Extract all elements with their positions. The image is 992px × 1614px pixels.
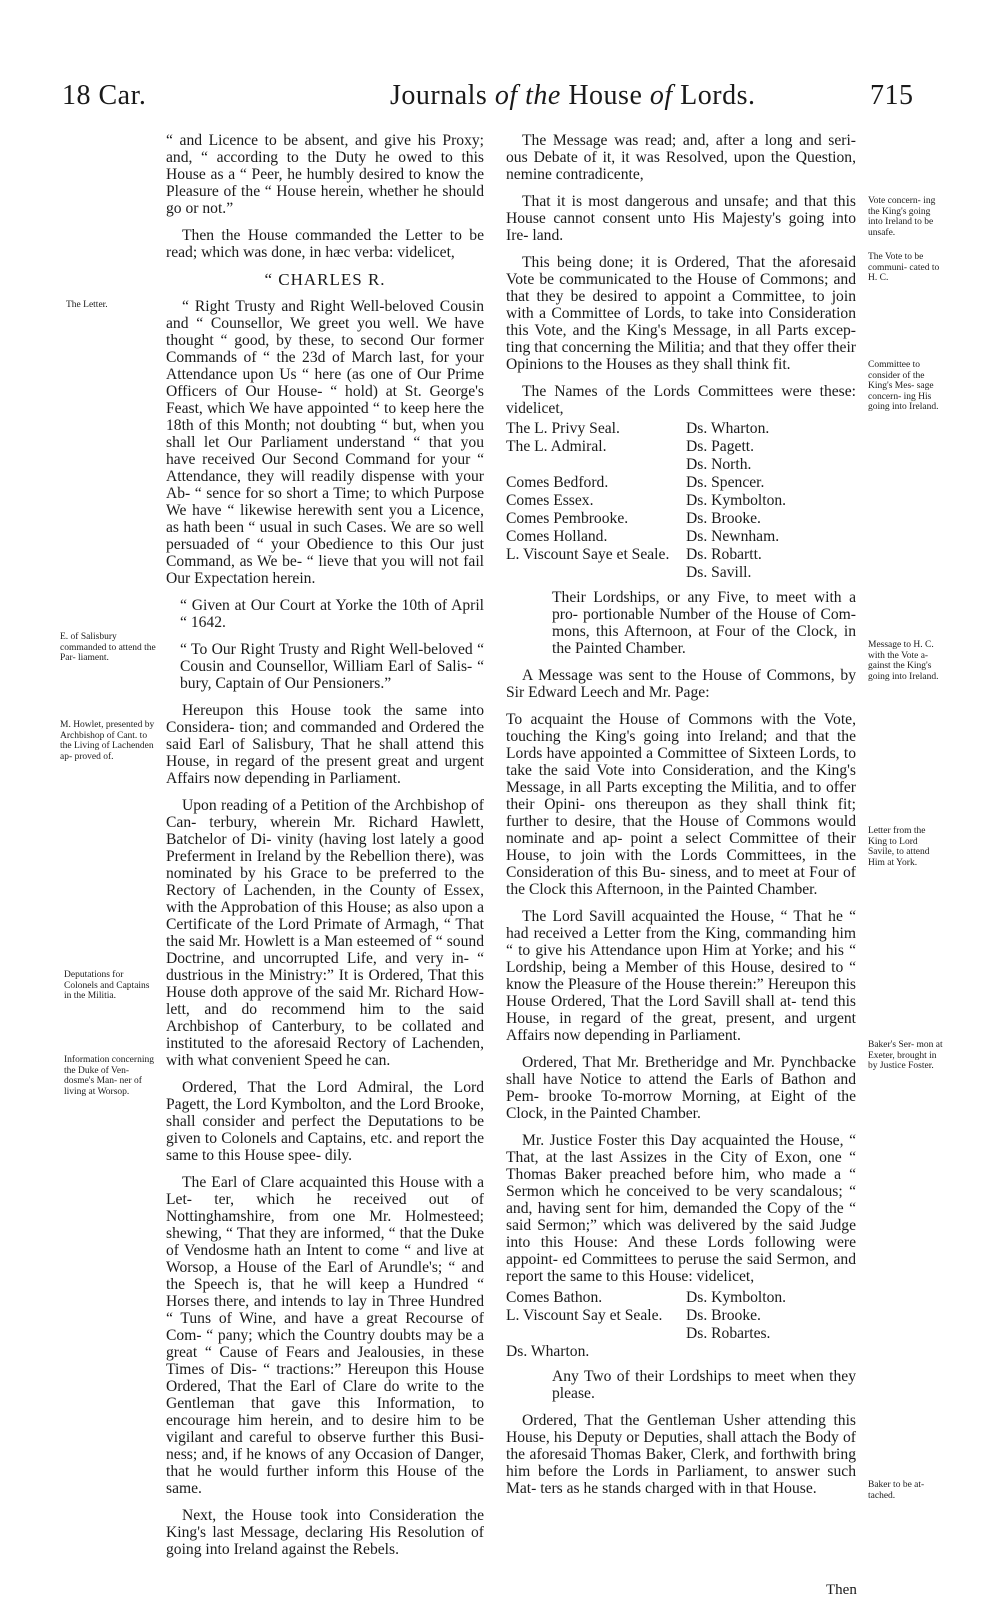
margin-note-howlet: M. Howlet, presented by Archbishop of Cant. to the Living of Lachenden ap- proved of. xyxy=(60,720,155,762)
committee-name: Ds. Savill. xyxy=(686,564,752,581)
margin-note-baker-attach: Baker to be at- tached. xyxy=(868,1480,925,1501)
paragraph: That it is most dangerous and unsafe; and that this House cannot consent unto His Majesty's going into Ire- land. xyxy=(506,193,856,244)
margin-note-committee: Committee to consider of the King's Mes- sage concern- ing His going into Ireland. xyxy=(868,360,939,412)
committee-name: Ds. Spencer. xyxy=(686,474,765,491)
committee-name: L. Viscount Say et Seale. xyxy=(506,1307,663,1324)
committee-name: Ds. Robartes. xyxy=(686,1325,771,1342)
margin-note-letter: The Letter. xyxy=(66,300,108,310)
paragraph: Ordered, That the Gentleman Usher attending this House, his Deputy or Deputies, shall attach the Body of the aforesaid Thomas Baker, Clerk, and forthwith bring him before the Lords in Parliament, to answer such Mat- ters as he stands charged with in that House. xyxy=(506,1412,856,1497)
paragraph: The Lord Savill acquainted the House, “ That he “ had received a Letter from the King, commanding him “ to give his Attendance upon Him at Yorke; and his “ Lordship, being a Member of this House, desired to “ know the Pleasure of the House therein:” Hereupon this House Ordered, That the Lord Savill shall at- tend this House, in regard of the great, present, and urgent Affairs now depending in Parliament. xyxy=(506,908,856,1044)
margin-note-deputations: Deputations for Colonels and Captains in the Militia. xyxy=(64,970,150,1001)
committee-name: Ds. Robartt. xyxy=(686,546,762,563)
letter-address: “ To Our Right Trusty and Right Well-beloved “ Cousin and Counsellor, William Earl of Salis- “ bury, Captain of Our Pensioners.” xyxy=(180,641,484,692)
committee-name: Comes Bedford. xyxy=(506,474,609,491)
committee-name: Ds. Brooke. xyxy=(686,1307,761,1324)
running-head-left: 18 Car. xyxy=(62,80,147,111)
margin-note-baker-sermon: Baker's Ser- mon at Exeter, brought in by Justice Foster. xyxy=(868,1040,943,1071)
paragraph: A Message was sent to the House of Commons, by Sir Edward Leech and Mr. Page: xyxy=(506,667,856,701)
margin-note-salisbury: E. of Salisbury commanded to attend the Par- liament. xyxy=(60,632,156,663)
committee-name: Comes Bathon. xyxy=(506,1289,603,1306)
paragraph: This being done; it is Ordered, That the aforesaid Vote be communicated to the House of Commons; and that they be desired to appoint a Committee, to join with a Committee of Lords, to take into Consideration this Vote, and the King's Message, in all Parts excep- ting that concerning the Militia; and that they offer their Opinions to the Houses as they shall think fit. xyxy=(506,254,856,373)
running-head-title xyxy=(390,80,755,112)
committee-name: Comes Holland. xyxy=(506,528,608,545)
paragraph: Then the House commanded the Letter to be read; which was done, in hæc verba: videlicet, xyxy=(166,227,484,261)
committee-name xyxy=(686,1343,866,1360)
committee-list xyxy=(506,1289,856,1360)
catchword: Then xyxy=(826,1582,857,1598)
committee-name xyxy=(506,1325,686,1342)
committee-name: Ds. Pagett. xyxy=(686,438,755,455)
title-word: Lords. xyxy=(680,80,756,111)
margin-note-clare: Information concerning the Duke of Ven- dosme's Man- ner of living at Worsop. xyxy=(64,1055,154,1097)
paragraph: The Message was read; and, after a long and seri- ous Debate of it, it was Resolved, upon the Question, nemine contradicente, xyxy=(506,132,856,183)
margin-note-vote: Vote concern- ing the King's going into Ireland to be unsafe. xyxy=(868,196,936,238)
committee-name: Ds. North. xyxy=(686,456,752,473)
paragraph: Their Lordships, or any Five, to meet with a pro- portionable Number of the House of Com- mons, this Afternoon, at Four of the Clock, in the Painted Chamber. xyxy=(552,589,856,657)
committee-list xyxy=(506,420,856,581)
committee-name: The L. Privy Seal. xyxy=(506,420,620,437)
margin-note-communicated: The Vote to be communi- cated to H. C. xyxy=(868,252,940,283)
paragraph: Ordered, That the Lord Admiral, the Lord Pagett, the Lord Kymbolton, and the Lord Brooke, shall consider and perfect the Deputations to be given to Colonels and Captains, etc. and report the same to this House spee- dily. xyxy=(166,1079,484,1164)
right-column xyxy=(506,132,856,1507)
paragraph: Mr. Justice Foster this Day acquainted the House, “ That, at the last Assizes in the City of Exon, one “ Thomas Baker preached before him, who made a “ Sermon which he conceived to be very scandalous; “ and, having sent for him, demanded the Copy of the “ said Sermon;” which was delivered by the said Judge into this House: And these Lords following were appoint- ed Committees to peruse the said Sermon, and report the same to this House: videlicet, xyxy=(506,1132,856,1285)
committee-name: Comes Essex. xyxy=(506,492,594,509)
letter-salutation: “ CHARLES R. xyxy=(264,270,386,289)
committee-name xyxy=(506,456,686,473)
committee-name: The L. Admiral. xyxy=(506,438,607,455)
committee-name: Ds. Kymbolton. xyxy=(686,1289,787,1306)
paragraph: Upon reading of a Petition of the Archbishop of Can- terbury, wherein Mr. Richard Hawlett, Batchelor of Di- vinity (having lost lately a good Preferment in Ireland by the Rebellion there), was nominated by his Grace to be preferred to the Rectory of Lachenden, in the County of Essex, with the Approbation of this House; as also upon a Certificate of the Lord Primate of Armagh, “ That the said Mr. Howlett is a Man esteemed of “ sound Doctrine, and uncorrupted Life, and very in- “ dustrious in the Ministry:” It is Ordered, That this House doth approve of the said Mr. Richard How- lett, and do recommend him to the said Archbishop of Canterbury, to be collated and instituted to the aforesaid Rectory of Lachenden, with what convenient Speed he can. xyxy=(166,797,484,1069)
committee-name: Ds. Wharton. xyxy=(506,1343,590,1360)
paragraph: Ordered, That Mr. Bretheridge and Mr. Pynchbacke shall have Notice to attend the Earls of Bathon and Pem- brooke To-morrow Morning, at Eight of the Clock, in the Painted Chamber. xyxy=(506,1054,856,1122)
margin-note-message: Message to H. C. with the Vote a- gainst the King's going into Ireland. xyxy=(868,640,939,682)
paragraph: The Earl of Clare acquainted this House with a Let- ter, which he received out of Nottinghamshire, from one Mr. Holmesteed; shewing, “ That they are informed, “ that the Duke of Vendosme hath an Intent to come “ and live at Worsop, a House of the Earl of Arundle's; “ and the Speech is, that he will keep a Hundred “ Horses there, and intends to lay in Three Hundred “ Tuns of Wine, and have a great Recourse of Com- “ pany; which the Country doubts may be a great “ Cause of Fears and Jealousies, in these Times of Dis- “ tractions:” Hereupon this House Ordered, That the Earl of Clare do write to the Gentleman that gave this Information, to encourage him herein, and to desire him to be vigilant and careful to observe further this Busi- ness; and, if he knows of any Occasion of Danger, that he would further inform this House of the same. xyxy=(166,1174,484,1497)
paragraph: Any Two of their Lordships to meet when they please. xyxy=(552,1368,856,1402)
paragraph: The Names of the Lords Committees were these: videlicet, xyxy=(506,383,856,417)
title-word: of xyxy=(649,80,673,111)
committee-name: Ds. Kymbolton. xyxy=(686,492,787,509)
title-word: House xyxy=(568,80,643,111)
paragraph: Hereupon this House took the same into Considera- tion; and commanded and Ordered the said Earl of Salisbury, That he shall attend this House, in regard of the present great and urgent Affairs now depending in Parliament. xyxy=(166,702,484,787)
committee-name: L. Viscount Saye et Seale. xyxy=(506,546,670,563)
committee-name xyxy=(506,564,686,581)
committee-name: Ds. Brooke. xyxy=(686,510,761,527)
page-number: 715 xyxy=(870,80,914,111)
title-word: of xyxy=(494,80,518,111)
committee-name: Comes Pembrooke. xyxy=(506,510,629,527)
title-word: Journals xyxy=(390,80,488,111)
letter-dateline: “ Given at Our Court at Yorke the 10th of April “ 1642. xyxy=(180,597,484,631)
committee-name: Ds. Newnham. xyxy=(686,528,780,545)
margin-note-savile: Letter from the King to Lord Savile, to attend Him at York. xyxy=(868,826,930,868)
paragraph: To acquaint the House of Commons with the Vote, touching the King's going into Ireland; and that the Lords have appointed a Committee of Sixteen Lords, to take the said Vote into Consideration, and the King's Message, in all Parts excepting the Militia, and to offer their Opini- ons thereupon as they shall think fit; further to desire, that the House of Commons would nominate and ap- point a select Committee of their House, to join with the Lords Committees, in the Consideration of this Bu- siness, and to meet at Four of the Clock this Afternoon, in the Painted Chamber. xyxy=(506,711,856,898)
committee-name: Ds. Wharton. xyxy=(686,420,770,437)
paragraph: Next, the House took into Consideration the King's last Message, declaring His Resolution of going into Ireland against the Rebels. xyxy=(166,1507,484,1558)
letter-body: “ Right Trusty and Right Well-beloved Cousin and “ Counsellor, We greet you well. We have thought “ good, by these, to second Our former Commands of “ the 23d of March last, for your Attendance upon Us “ here (as one of Our Prime Officers of Our House- “ hold) at St. George's Feast, which We have appointed “ to keep here the 18th of this Month; not doubting “ but, when you shall let Our Parliament understand “ that you have received Our Second Command for your “ Attendance, they will readily dispense with your Ab- “ sence for so short a Time; to which Purpose We have “ likewise herewith sent you a Licence, as hath been “ usual in such Cases. We are so well persuaded of “ your Obedience to this Our just Command, as We be- “ lieve that you will not fail Our Expectation herein. xyxy=(166,298,484,587)
title-word: the xyxy=(525,80,561,111)
left-column xyxy=(166,132,484,1568)
paragraph: “ and Licence to be absent, and give his Proxy; and, “ according to the Duty he owed to this House as a “ Peer, he humbly desired to know the Pleasure of the “ House herein, whether he should go or not.” xyxy=(166,132,484,217)
